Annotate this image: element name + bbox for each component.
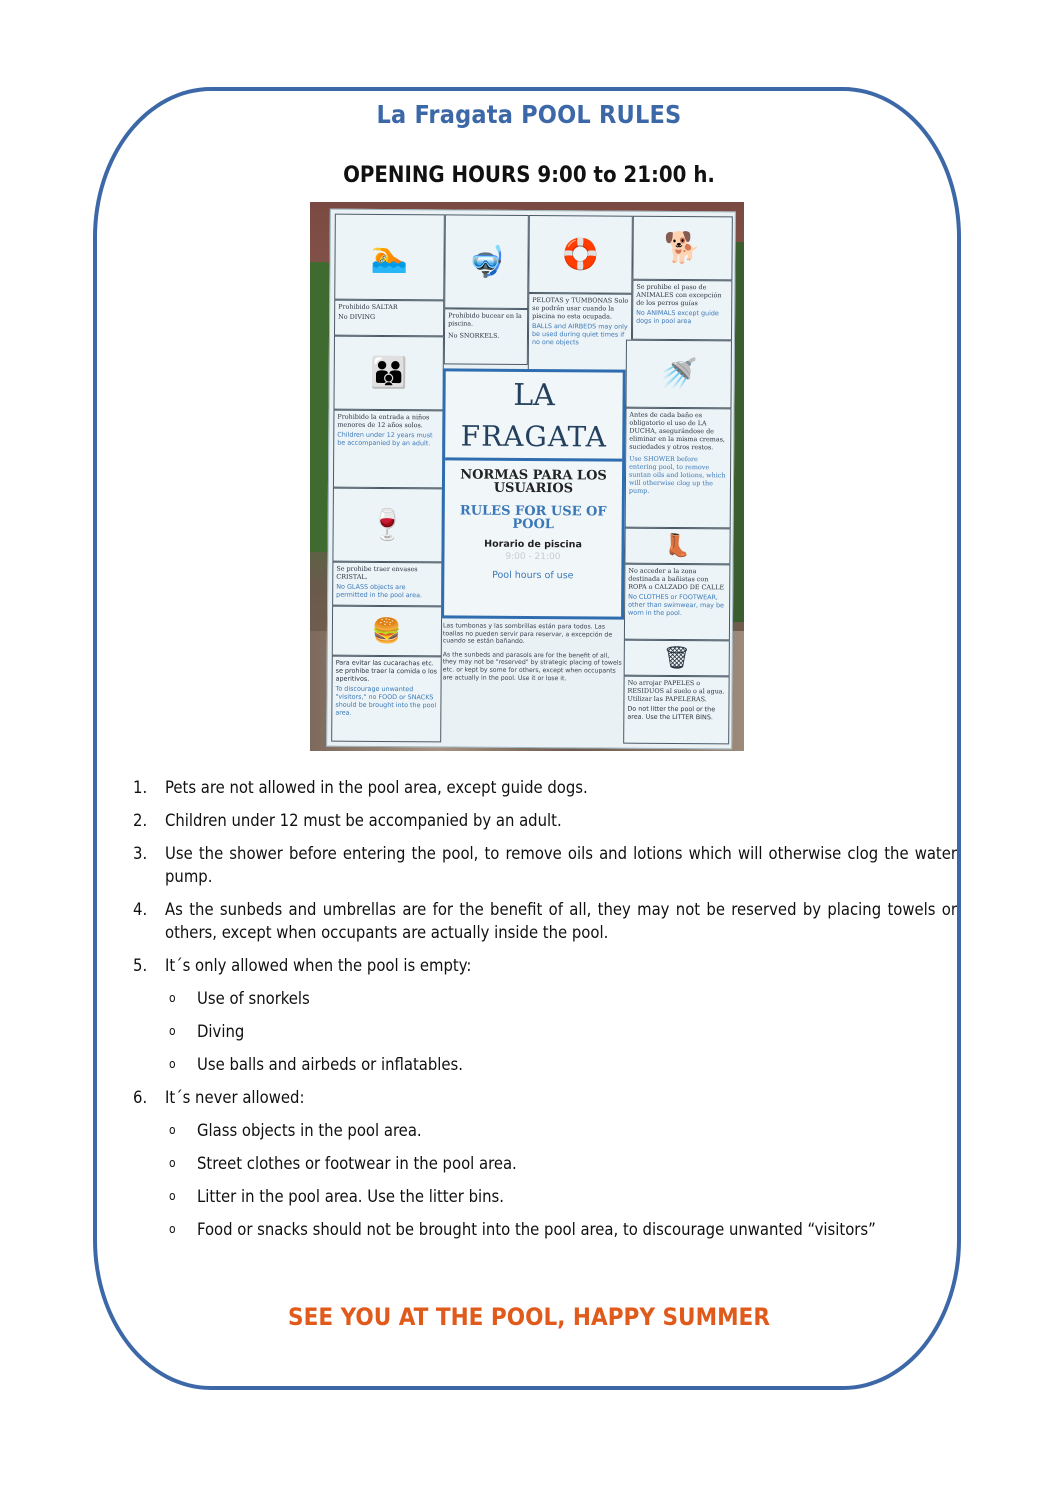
rule-text: It´s only allowed when the pool is empty: — [165, 956, 472, 975]
rule-subitem — [133, 987, 957, 1010]
panel-shower-es: Antes de cada baño es obligatorio el uso de LA DUCHA, asegurándose de eliminar en la misma cremas, suciedades y otros restos. — [629, 410, 725, 452]
panel-snorkel-en: No SNORKELS. — [447, 331, 500, 340]
panel-glass-es: Se prohibe traer envases CRISTAL. — [336, 564, 418, 581]
panel-footwear-en: No CLOTHES or FOOTWEAR, other than swimwear, may be worn in the pool. — [628, 592, 725, 618]
panel-glass-image — [332, 488, 443, 563]
panel-diving-en: No DIVING — [338, 312, 376, 321]
pool-rules-sign-photo — [310, 202, 744, 751]
rule-item — [133, 842, 957, 888]
panel-snorkel-image — [444, 214, 529, 309]
panel-litter-es: No arrojar PAPELES o RESIDUOS al suelo o al agua. Utilizar las PAPELERAS. — [627, 678, 725, 704]
panel-glass-en: No GLASS objects are permitted in the pool area. — [336, 582, 423, 600]
rules-list — [133, 776, 957, 1251]
rule-subitem — [133, 1119, 957, 1142]
sign-sunbeds-es: Las tumbonas y las sombrillas están para todos. Las toallas no pueden servir para reservar, a excepción de cuando se están bañando. — [442, 622, 613, 646]
panel-food-image — [332, 606, 442, 657]
panel-children-en: Children under 12 years must be accompanied by an adult. — [337, 430, 433, 448]
panel-children — [333, 410, 444, 489]
rule-text: Pets are not allowed in the pool area, except guide dogs. — [165, 778, 588, 797]
panel-litter-en: Do not litter the pool or the area. Use the LITTER BINS. — [627, 704, 716, 722]
hollow-bullet-icon: o — [169, 1123, 176, 1137]
dog-cat-icon: 🐕 — [663, 230, 702, 266]
sign-name-fragata: FRAGATA — [460, 419, 607, 454]
panel-footwear — [624, 564, 731, 641]
sign-horario: Horario de piscina — [484, 538, 582, 551]
sign-pool-hours: Pool hours of use — [492, 569, 574, 582]
snorkel-icon: 🤿 — [467, 244, 506, 280]
panel-shower-image — [626, 340, 732, 409]
rule-text: Children under 12 must be accompanied by an adult. — [165, 811, 562, 830]
panel-diving-es: Prohibido SALTAR — [338, 302, 398, 312]
family-icon: 👪 — [369, 355, 408, 391]
panel-shower-en: Use SHOWER before entering pool, to remove suntan oils and lotions, which will otherwise clog up the pump. — [628, 454, 726, 495]
inflatable-icon: 🛟 — [561, 236, 600, 272]
diving-icon: 🏊 — [370, 239, 409, 275]
rule-item — [133, 954, 957, 977]
sign-board — [326, 209, 736, 750]
page-title: La Fragata POOL RULES — [376, 100, 682, 129]
glass-bottle-icon: 🍷 — [368, 507, 407, 543]
rule-subitem — [133, 1053, 957, 1076]
hollow-bullet-icon: o — [169, 1189, 176, 1203]
rule-item — [133, 1086, 957, 1109]
rule-subitem-text: Glass objects in the pool area. — [197, 1121, 422, 1140]
rule-subitem-text: Use of snorkels — [197, 989, 310, 1008]
rule-number: 4. — [133, 900, 148, 919]
rule-item — [133, 898, 957, 944]
sign-divider — [445, 457, 622, 461]
sign-normas: NORMAS PARA LOS USUARIOS — [460, 467, 607, 497]
rule-number: 5. — [133, 956, 148, 975]
panel-children-image — [333, 336, 444, 411]
rule-subitem — [133, 1152, 957, 1175]
sign-sunbeds-en: As the sunbeds and parasols are for the benefit of all, they may not be "reserved" by strategic placing of towels etc. or kept by some for others, except when occupants are actually in the pool. Use it or lose it. — [442, 651, 622, 682]
panel-food-es: Para evitar las cucarachas etc. se prohibe traer la comida o los aperitivos. — [335, 658, 438, 683]
rule-subitem-text: Litter in the pool area. Use the litter bins. — [197, 1187, 504, 1206]
panel-animals-image — [632, 216, 732, 281]
rule-number: 3. — [133, 844, 148, 863]
rule-number: 1. — [133, 778, 148, 797]
rule-item — [133, 776, 957, 799]
rule-subitem-text: Food or snacks should not be brought into the pool area, to discourage unwanted “visitors” — [197, 1220, 876, 1239]
rule-number: 2. — [133, 811, 148, 830]
panel-animals-es: Se prohibe el paso de ANIMALES con excepción de los perros guías — [636, 282, 722, 308]
sign-sunbeds-text — [443, 622, 623, 682]
panel-animals-en: No ANIMALS except guide dogs in pool area — [636, 308, 719, 326]
panel-balls-image — [528, 215, 633, 294]
hollow-bullet-icon: o — [169, 1057, 176, 1071]
sign-rules: RULES FOR USE OF POOL — [459, 503, 607, 533]
panel-snorkel — [444, 308, 528, 365]
hollow-bullet-icon: o — [169, 1156, 176, 1170]
panel-footwear-es: No acceder a la zona destinada a bañistas con ROPA o CALZADO DE CALLE — [628, 566, 725, 592]
rule-subitem-text: Diving — [197, 1022, 245, 1041]
rule-subitem — [133, 1020, 957, 1043]
rule-subitem-text: Use balls and airbeds or inflatables. — [197, 1055, 463, 1074]
panel-food-en: To discourage unwanted "visitors," no FOOD or SNACKS should be brought into the pool area. — [335, 684, 437, 717]
sign-faint-hours: 9:00 - 21:00 — [505, 551, 561, 563]
rule-subitem — [133, 1185, 957, 1208]
panel-litter-image — [624, 640, 730, 677]
hollow-bullet-icon: o — [169, 991, 176, 1005]
panel-shower — [625, 408, 732, 529]
shower-icon: 🚿 — [659, 356, 698, 392]
panel-balls — [528, 293, 633, 372]
panel-food — [331, 656, 442, 743]
panel-litter — [623, 676, 729, 745]
rule-subitem — [133, 1218, 957, 1241]
rule-number: 6. — [133, 1088, 148, 1107]
rule-text: It´s never allowed: — [165, 1088, 305, 1107]
boots-icon: 👢 — [663, 533, 692, 559]
panel-diving-image — [334, 214, 445, 301]
sign-center-box — [441, 368, 626, 619]
hollow-bullet-icon: o — [169, 1024, 176, 1038]
rule-text: As the sunbeds and umbrellas are for the benefit of all, they may not be reserved by placing towels or others, except when occupants are actually inside the pool. — [165, 900, 957, 942]
rule-text: Use the shower before entering the pool, to remove oils and lotions which will otherwise clog the water pump. — [165, 844, 957, 886]
panel-glass — [332, 562, 442, 607]
panel-children-es: Prohibido la entrada a niños menores de 12 años solos. — [337, 412, 430, 430]
rule-subitem-text: Street clothes or footwear in the pool area. — [197, 1154, 517, 1173]
panel-animals — [632, 280, 732, 341]
panel-snorkel-es: Prohibido bucear en la piscina. — [448, 311, 522, 328]
hollow-bullet-icon: o — [169, 1222, 176, 1236]
panel-diving — [334, 300, 444, 337]
panel-balls-en: BALLS and AIRBEDS may only be used during quiet times if no one objects — [531, 322, 628, 347]
opening-hours: OPENING HOURS 9:00 to 21:00 h. — [343, 163, 715, 188]
litter-bin-icon: 🗑 — [662, 645, 691, 671]
sign-name-la: LA — [513, 377, 556, 414]
panel-balls-es: PELOTAS y TUMBONAS Solo se podrán usar cuando la piscina no esta ocupada. — [532, 296, 629, 321]
food-icon: 🍔 — [371, 616, 402, 646]
panel-footwear-image — [624, 528, 730, 565]
footer-message: SEE YOU AT THE POOL, HAPPY SUMMER — [288, 1303, 770, 1331]
rule-item — [133, 809, 957, 832]
